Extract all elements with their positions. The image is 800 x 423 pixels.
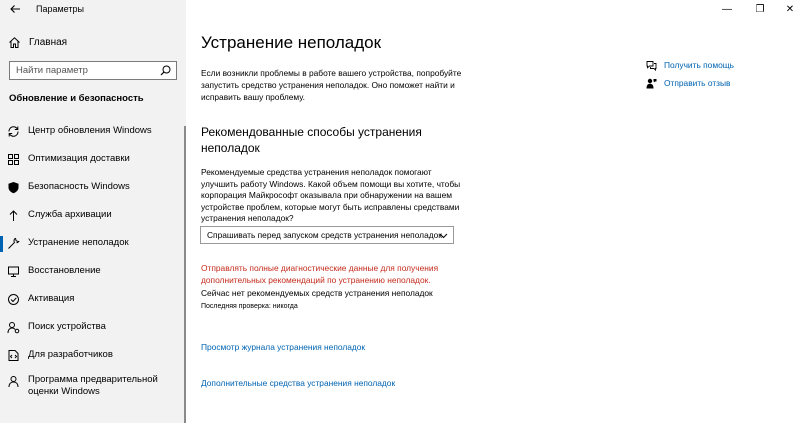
close-button[interactable]: ✕ xyxy=(785,4,795,15)
dropdown-value: Спрашивать перед запуском средств устранения неполадок xyxy=(207,230,442,240)
additional-troubleshooters-link[interactable]: Дополнительные средства устранения неполадок xyxy=(201,378,396,388)
sidebar-item-insider[interactable] xyxy=(0,370,184,400)
delivery-optimization-icon xyxy=(7,153,20,166)
get-help-label: Получить помощь xyxy=(664,60,734,70)
shield-icon xyxy=(7,181,20,194)
sidebar-item-windows-update[interactable] xyxy=(0,120,184,144)
wrench-icon xyxy=(7,237,20,250)
insider-icon xyxy=(7,375,20,388)
sync-icon xyxy=(7,125,20,138)
backup-icon xyxy=(7,209,20,222)
sidebar-item-label: Программа предварительной оценки Windows xyxy=(28,374,158,397)
sidebar-item-home[interactable] xyxy=(0,33,184,53)
section-title: Обновление и безопасность xyxy=(9,93,144,104)
diagnostic-data-link[interactable]: Отправлять полные диагностические данные для получения дополнительных рекомендаций по устранению неполадок. xyxy=(201,263,439,285)
sidebar-item-label: Поиск устройства xyxy=(28,321,106,332)
recommended-heading: Рекомендованные способы устранения неполадок xyxy=(201,125,422,155)
send-feedback-link[interactable] xyxy=(646,77,786,91)
status-text: Сейчас нет рекомендуемых средств устранения неполадок xyxy=(201,288,433,298)
sidebar-scrollbar[interactable] xyxy=(184,126,186,423)
sidebar-item-label: Безопасность Windows xyxy=(28,181,130,192)
chevron-down-icon xyxy=(439,231,448,240)
page-title: Устранение неполадок xyxy=(201,33,382,52)
sidebar-item-recovery[interactable] xyxy=(0,260,184,284)
maximize-button[interactable]: ❐ xyxy=(755,4,765,15)
get-help-link[interactable] xyxy=(646,59,786,73)
sidebar-item-find-device[interactable] xyxy=(0,316,184,340)
sidebar-item-label: Служба архивации xyxy=(28,209,112,220)
person-location-icon xyxy=(7,321,20,334)
sidebar-item-label: Для разработчиков xyxy=(28,349,113,360)
developer-icon xyxy=(7,349,20,362)
sidebar-item-label: Восстановление xyxy=(28,265,101,276)
back-arrow-icon[interactable] xyxy=(8,3,22,17)
sidebar-item-delivery-optimization[interactable] xyxy=(0,148,184,172)
home-icon xyxy=(8,36,21,49)
search-icon[interactable] xyxy=(160,65,171,76)
troubleshoot-mode-dropdown[interactable] xyxy=(200,226,454,244)
active-indicator xyxy=(0,236,3,252)
sidebar-item-label: Устранение неполадок xyxy=(28,237,129,248)
last-check-text: Последняя проверка: никогда xyxy=(201,303,298,310)
sidebar-item-activation[interactable] xyxy=(0,288,184,312)
sidebar-item-label: Оптимизация доставки xyxy=(28,153,130,164)
search-placeholder: Найти параметр xyxy=(16,65,88,76)
sidebar-item-label: Центр обновления Windows xyxy=(28,125,152,136)
minimize-button[interactable]: — xyxy=(722,4,732,15)
sidebar-item-windows-security[interactable] xyxy=(0,176,184,200)
send-feedback-label: Отправить отзыв xyxy=(664,78,731,88)
sidebar-item-developers[interactable] xyxy=(0,344,184,368)
intro-text: Если возникли проблемы в работе вашего устройства, попробуйте запустить средство устранения неполадок. Оно поможет найти и исправить вашу проблему. xyxy=(201,68,462,102)
chat-help-icon xyxy=(646,60,657,71)
app-title: Параметры xyxy=(36,4,84,14)
sidebar-item-label: Активация xyxy=(28,293,75,304)
recovery-icon xyxy=(7,265,20,278)
sidebar-item-label: Главная xyxy=(29,37,68,48)
sidebar-item-backup[interactable] xyxy=(0,204,184,228)
history-link[interactable]: Просмотр журнала устранения неполадок xyxy=(201,342,366,352)
recommended-description: Рекомендуемые средства устранения неполадок помогают улучшить работу Windows. Какой объем помощи вы хотите, чтобы корпорация Майкрософт оказывала при обнаружении на вашем устройстве проблем, которые могут быть исправлены средствами устранения неполадок? xyxy=(201,167,461,223)
sidebar-item-troubleshoot[interactable] xyxy=(0,232,184,256)
feedback-icon xyxy=(646,78,657,89)
check-circle-icon xyxy=(7,293,20,306)
search-input[interactable] xyxy=(9,61,177,80)
sidebar xyxy=(0,0,186,423)
